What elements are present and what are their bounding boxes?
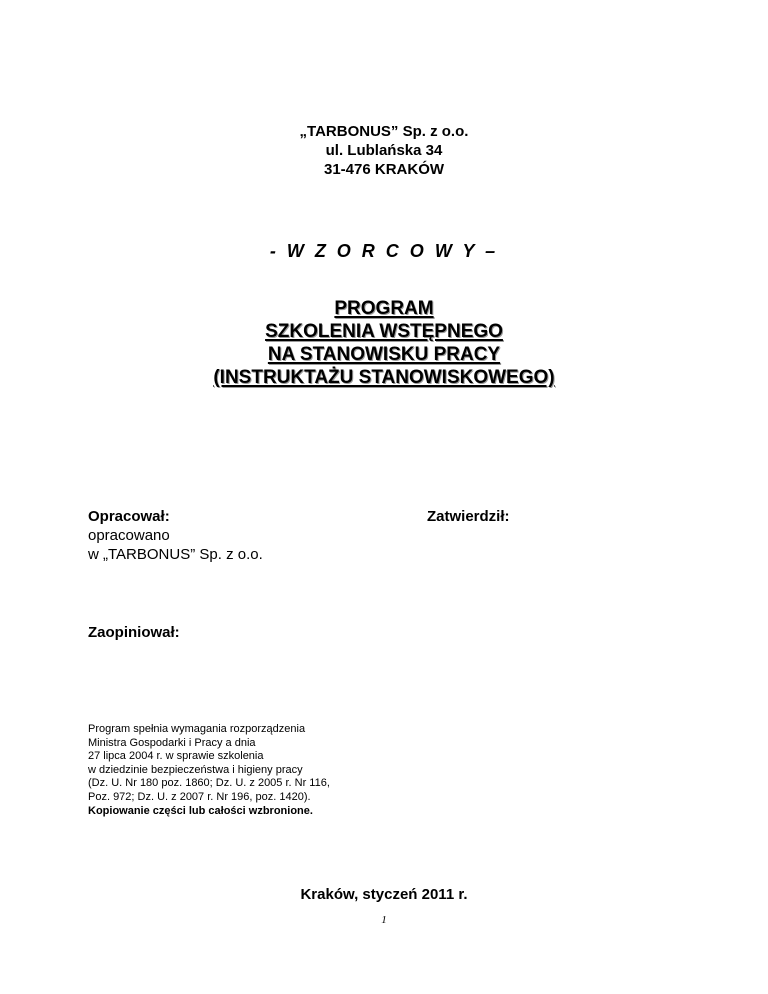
note-line: 27 lipca 2004 r. w sprawie szkolenia [88, 750, 264, 763]
note-line: Poz. 972; Dz. U. z 2007 r. Nr 196, poz. 1420). [88, 790, 311, 803]
company-header [0, 122, 768, 179]
note-line: w dziedzinie bezpieczeństwa i higieny pracy [88, 763, 303, 776]
company-street: ul. Lublańska 34 [325, 142, 443, 159]
title-line-4: (INSTRUKTAŻU STANOWISKOWEGO) [213, 367, 555, 388]
company-name: „TARBONUS” Sp. z o.o. [299, 123, 469, 140]
title-line-2: SZKOLENIA WSTĘPNEGO [265, 321, 503, 342]
title-line-3: NA STANOWISKU PRACY [267, 344, 501, 365]
copy-warning: Kopiowanie części lub całości wzbronione. [88, 804, 313, 817]
company-city: 31-476 KRAKÓW [323, 161, 445, 178]
note-line: Program spełnia wymagania rozporządzenia [88, 723, 306, 735]
approved-by-label: Zatwierdził: [427, 508, 510, 525]
note-line: Ministra Gospodarki i Pracy a dnia [88, 736, 256, 749]
prepared-by-block [88, 507, 263, 564]
reviewed-by-label: Zaopiniował: [88, 624, 180, 641]
note-line: (Dz. U. Nr 180 poz. 1860; Dz. U. z 2005 r. Nr 116, [88, 777, 330, 790]
title-line-1: PROGRAM [334, 298, 434, 319]
place-and-date: Kraków, styczeń 2011 r. [300, 886, 468, 903]
program-title [0, 297, 768, 389]
prepared-by-line-2: w „TARBONUS” Sp. z o.o. [88, 546, 263, 563]
model-label: - W Z O R C O W Y – [269, 241, 499, 261]
page-number: 1 [381, 914, 387, 926]
prepared-by-line-1: opracowano [88, 527, 170, 544]
prepared-by-label: Opracował: [88, 508, 170, 525]
legal-note [88, 723, 330, 818]
